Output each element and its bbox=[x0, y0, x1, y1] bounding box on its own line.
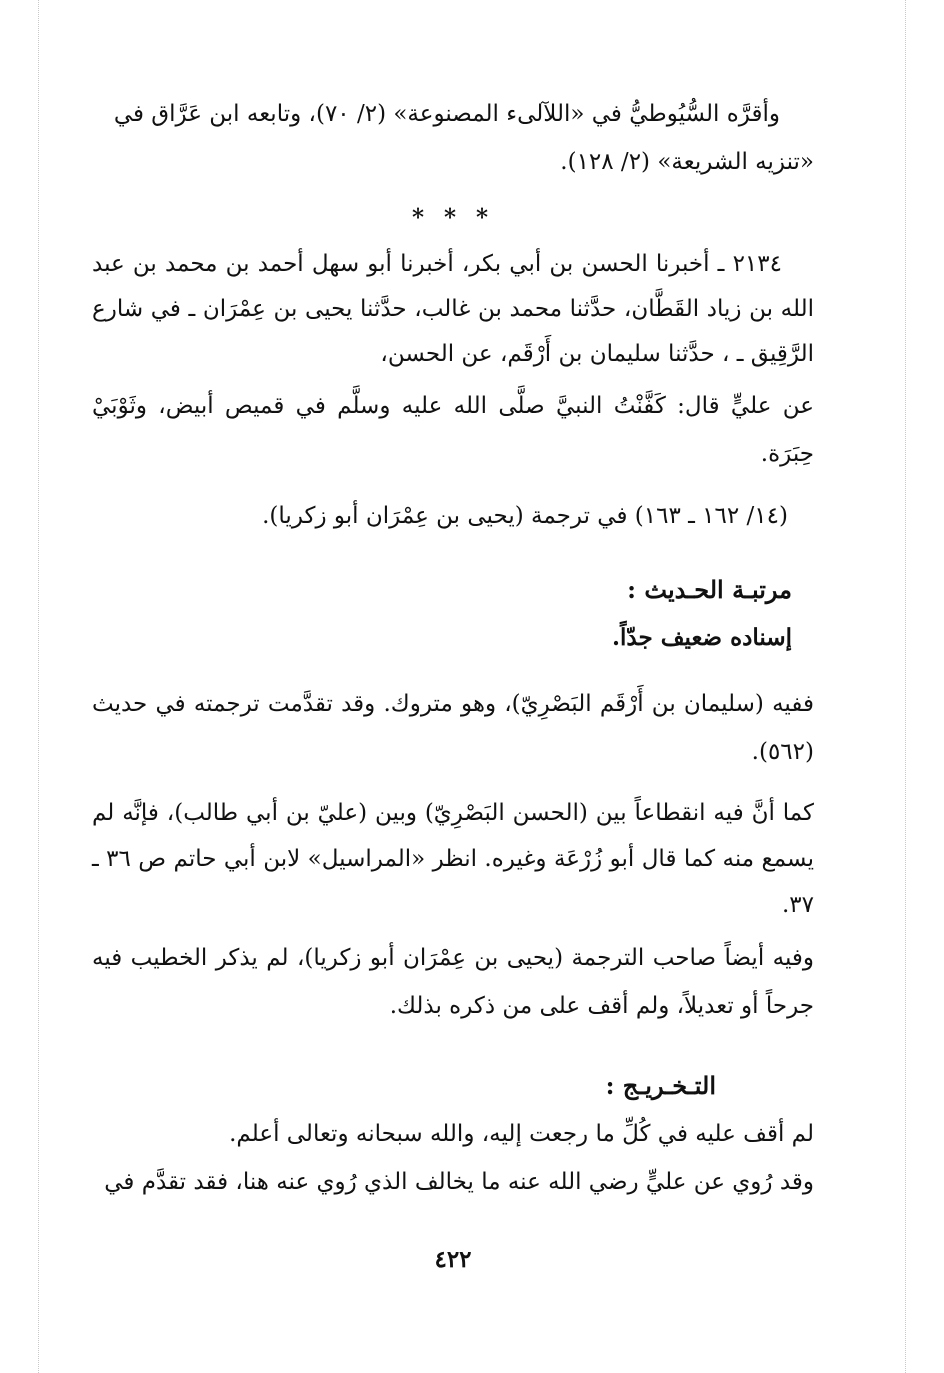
hadith-chain bbox=[92, 242, 814, 377]
grade-heading: مرتبـة الحـديث : bbox=[627, 575, 792, 604]
hadith-matn bbox=[92, 382, 814, 478]
right-margin-guide bbox=[905, 0, 906, 1373]
takhrij-section bbox=[92, 1062, 814, 1206]
left-margin-guide bbox=[38, 0, 39, 1373]
hadith-chain-text: ٢١٣٤ ـ أخبرنا الحسن بن أبي بكر، أخبرنا أبو سهل أحمد بن محمد بن عبد الله بن زياد القَطَّان، حدَّثنا محمد بن غالب، حدَّثنا يحيى بن عِمْرَان ـ في شارع الرَّقِيق ـ ، حدَّثنا سليمان بن أَرْقَم، عن الحسن، bbox=[92, 251, 814, 367]
grade-paragraph-3-text: وفيه أيضاً صاحب الترجمة (يحيى بن عِمْرَان أبو زكريا)، لم يذكر الخطيب فيه جرحاً أو تعديلاً، ولم أقف على من ذكره بذلك. bbox=[92, 945, 814, 1019]
continuation-paragraph bbox=[92, 90, 814, 186]
continuation-line-2: «تنزيه الشريعة» (٢/ ١٢٨). bbox=[560, 149, 814, 175]
hadith-source bbox=[92, 492, 814, 540]
grade-paragraph-2 bbox=[92, 790, 814, 928]
grade-verdict: إسناده ضعيف جدّاً. bbox=[612, 624, 792, 651]
takhrij-heading: التـخـريـج : bbox=[605, 1071, 716, 1100]
takhrij-paragraph-2: وقد رُوي عن عليٍّ رضي الله عنه ما يخالف الذي رُوي عنه هنا، فقد تقدَّم في bbox=[104, 1169, 814, 1195]
grade-paragraph-2-text: كما أنَّ فيه انقطاعاً بين (الحسن البَصْرِيّ) وبين (عليّ بن أبي طالب)، فإنَّه لم يسمع منه كما قال أبو زُرْعَة وغيره. انظر «المراسيل» لابن أبي حاتم ص ٣٦ ـ ٣٧. bbox=[92, 800, 814, 918]
continuation-line-1: وأقرَّه السُّيُوطيُّ في «اللآلىء المصنوعة» (٢/ ٧٠)، وتابعه ابن عَرَّاق في bbox=[113, 101, 780, 127]
page-number: ٤٢٢ bbox=[434, 1246, 472, 1273]
section-separator: * * * bbox=[411, 204, 495, 231]
grade-paragraph-1-text: ففيه (سليمان بن أَرْقَم البَصْرِيّ)، وهو متروك. وقد تقدَّمت ترجمته في حديث (٥٦٢). bbox=[92, 691, 814, 765]
takhrij-paragraph-1: لم أقف عليه في كُلِّ ما رجعت إليه، والله سبحانه وتعالى أعلم. bbox=[229, 1121, 814, 1147]
grade-section bbox=[92, 566, 814, 662]
hadith-matn-text: عن عليٍّ قال: كَفَّنْتُ النبيَّ صلَّى الله عليه وسلَّم في قميص أبيض، وثَوْبَيْ حِبَرَة. bbox=[92, 393, 814, 467]
hadith-source-text: (١٤/ ١٦٢ ـ ١٦٣) في ترجمة (يحيى بن عِمْرَان أبو زكريا). bbox=[262, 503, 788, 529]
grade-paragraph-3 bbox=[92, 934, 814, 1030]
grade-paragraph-1 bbox=[92, 680, 814, 776]
